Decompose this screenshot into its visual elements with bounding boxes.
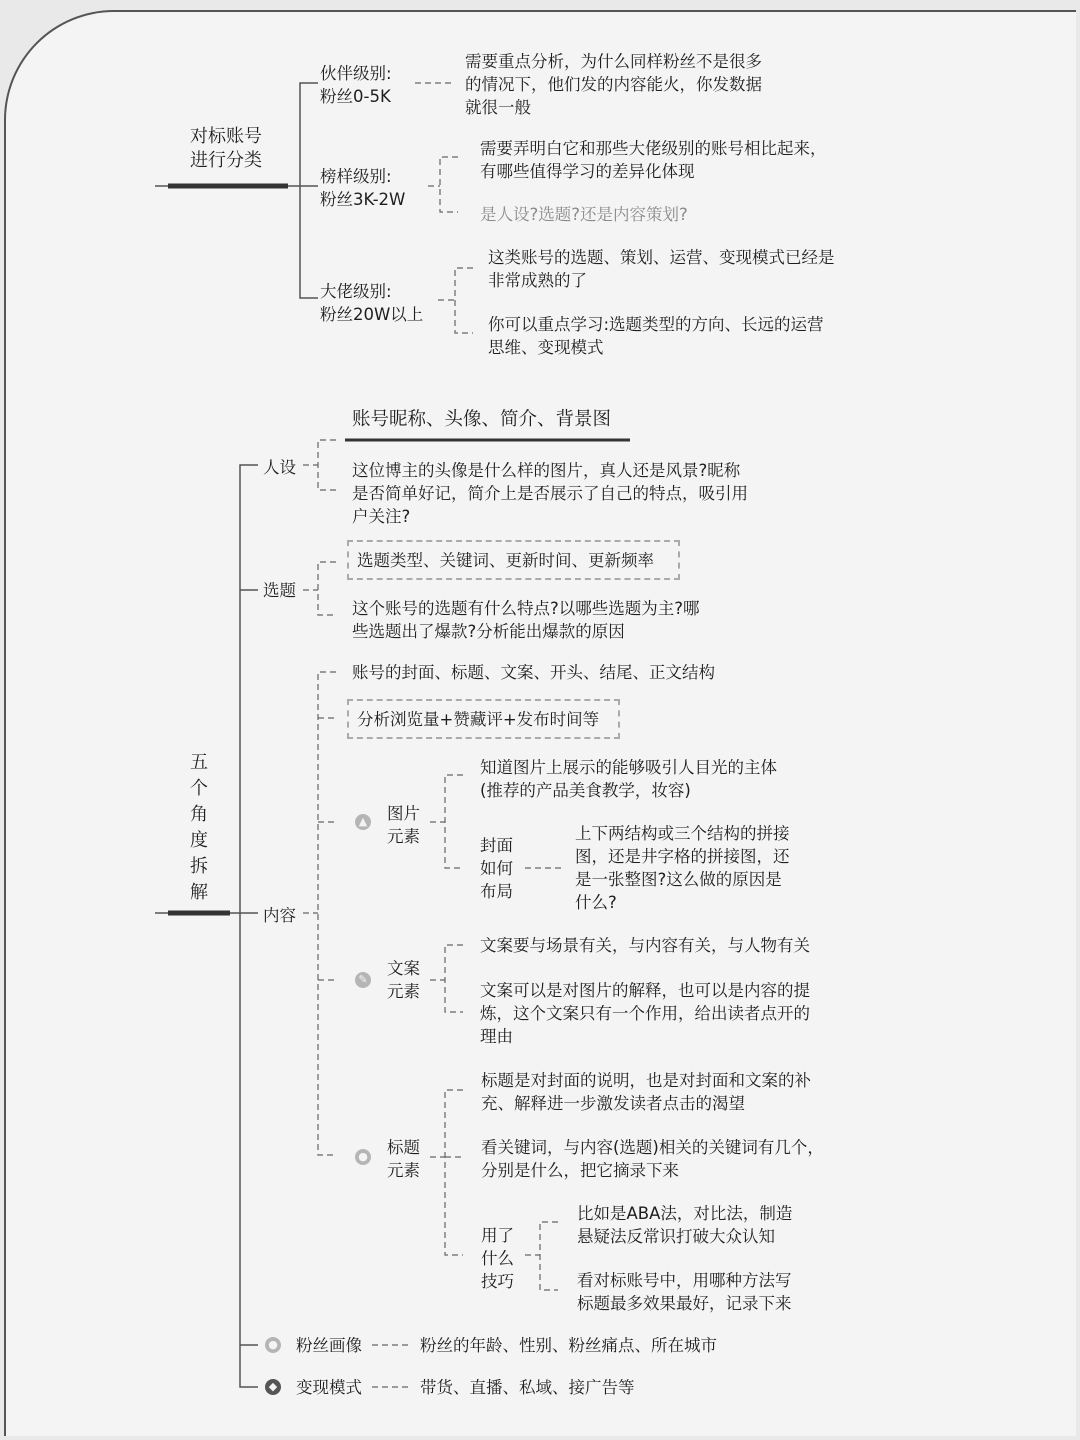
technique-note-2: 看对标账号中，用哪种方法写 标题最多效果最好，记录下来 bbox=[577, 1271, 792, 1313]
branch-topic: 选题 bbox=[263, 581, 296, 600]
image-subject-note: 知道图片上展示的能够吸引人目光的主体 (推荐的产品美食教学，妆容) bbox=[480, 758, 777, 800]
user-icon: ● bbox=[265, 1337, 281, 1353]
copy-note-1: 文案要与场景有关，与内容有关，与人物有关 bbox=[480, 936, 810, 955]
fan-profile-note: 粉丝的年龄、性别、粉丝痛点、所在城市 bbox=[420, 1336, 717, 1355]
pencil-icon: ✎ bbox=[355, 972, 371, 988]
leaf-partner-note: 需要重点分析，为什么同样粉丝不是很多 的情况下，他们发的内容能火，你发数据 就很一般 bbox=[465, 52, 762, 117]
node-image-elements: 图片 元素 bbox=[387, 804, 420, 846]
persona-question: 这位博主的头像是什么样的图片，真人还是风景?昵称 是否简单好记，简介上是否展示了自己的特点，吸引用 户关注? bbox=[352, 461, 748, 526]
leaf-big-note-2: 你可以重点学习:选题类型的方向、长远的运营 思维、变现模式 bbox=[488, 315, 824, 357]
leaf-model-note-2: 是人设?选题?还是内容策划? bbox=[480, 205, 688, 224]
branch-persona: 人设 bbox=[263, 458, 296, 477]
title-icon: ● bbox=[355, 1149, 371, 1165]
cover-layout-note: 上下两结构或三个结构的拼接 图，还是井字格的拼接图，还 是一张整图?这么做的原因是 什么? bbox=[575, 824, 790, 912]
monetization-note: 带货、直播、私域、接广告等 bbox=[420, 1378, 635, 1397]
content-structure: 账号的封面、标题、文案、开头、结尾、正文结构 bbox=[352, 663, 715, 682]
node-cover-layout: 封面 如何 布局 bbox=[480, 836, 513, 901]
topic-elements: 选题类型、关键词、更新时间、更新频率 bbox=[357, 551, 654, 570]
persona-profile-elements: 账号昵称、头像、简介、背景图 bbox=[352, 409, 612, 430]
title-note-2: 看关键词，与内容(选题)相关的关键词有几个， 分别是什么，把它摘录下来 bbox=[481, 1138, 824, 1180]
node-title-elements: 标题 元素 bbox=[387, 1138, 420, 1180]
branch-monetization: 变现模式 bbox=[296, 1378, 362, 1397]
compass-icon: ◆ bbox=[265, 1379, 281, 1395]
branch-big-level: 大佬级别: 粉丝20W以上 bbox=[320, 282, 424, 324]
content-metrics: 分析浏览量+赞藏评+发布时间等 bbox=[357, 710, 600, 729]
branch-model-level: 榜样级别: 粉丝3K-2W bbox=[320, 167, 406, 209]
copy-note-2: 文案可以是对图片的解释，也可以是内容的提 炼，这个文案只有一个作用，给出读者点开的 理由 bbox=[480, 981, 810, 1046]
leaf-big-note-1: 这类账号的选题、策划、运营、变现模式已经是 非常成熟的了 bbox=[488, 248, 835, 290]
topic-question: 这个账号的选题有什么特点?以哪些选题为主?哪 些选题出了爆款?分析能出爆款的原因 bbox=[352, 599, 700, 641]
node-techniques: 用了 什么 技巧 bbox=[481, 1226, 514, 1291]
branch-fan-profile: 粉丝画像 bbox=[296, 1336, 362, 1355]
leaf-model-note-1: 需要弄明白它和那些大佬级别的账号相比起来， 有哪些值得学习的差异化体现 bbox=[480, 139, 827, 181]
technique-note-1: 比如是ABA法，对比法，制造 悬疑法反常识打破大众认知 bbox=[577, 1204, 793, 1246]
title-note-1: 标题是对封面的说明，也是对封面和文案的补 充、解释进一步激发读者点击的渴望 bbox=[481, 1071, 811, 1113]
branch-partner-level: 伙伴级别: 粉丝0-5K bbox=[320, 64, 392, 106]
root-node-benchmark-classification: 对标账号 进行分类 bbox=[190, 126, 262, 171]
branch-content: 内容 bbox=[263, 906, 296, 925]
root-node-five-angles: 五 个 角 度 拆 解 bbox=[190, 752, 208, 903]
image-icon: ▲ bbox=[355, 814, 371, 830]
node-copy-elements: 文案 元素 bbox=[387, 959, 420, 1001]
